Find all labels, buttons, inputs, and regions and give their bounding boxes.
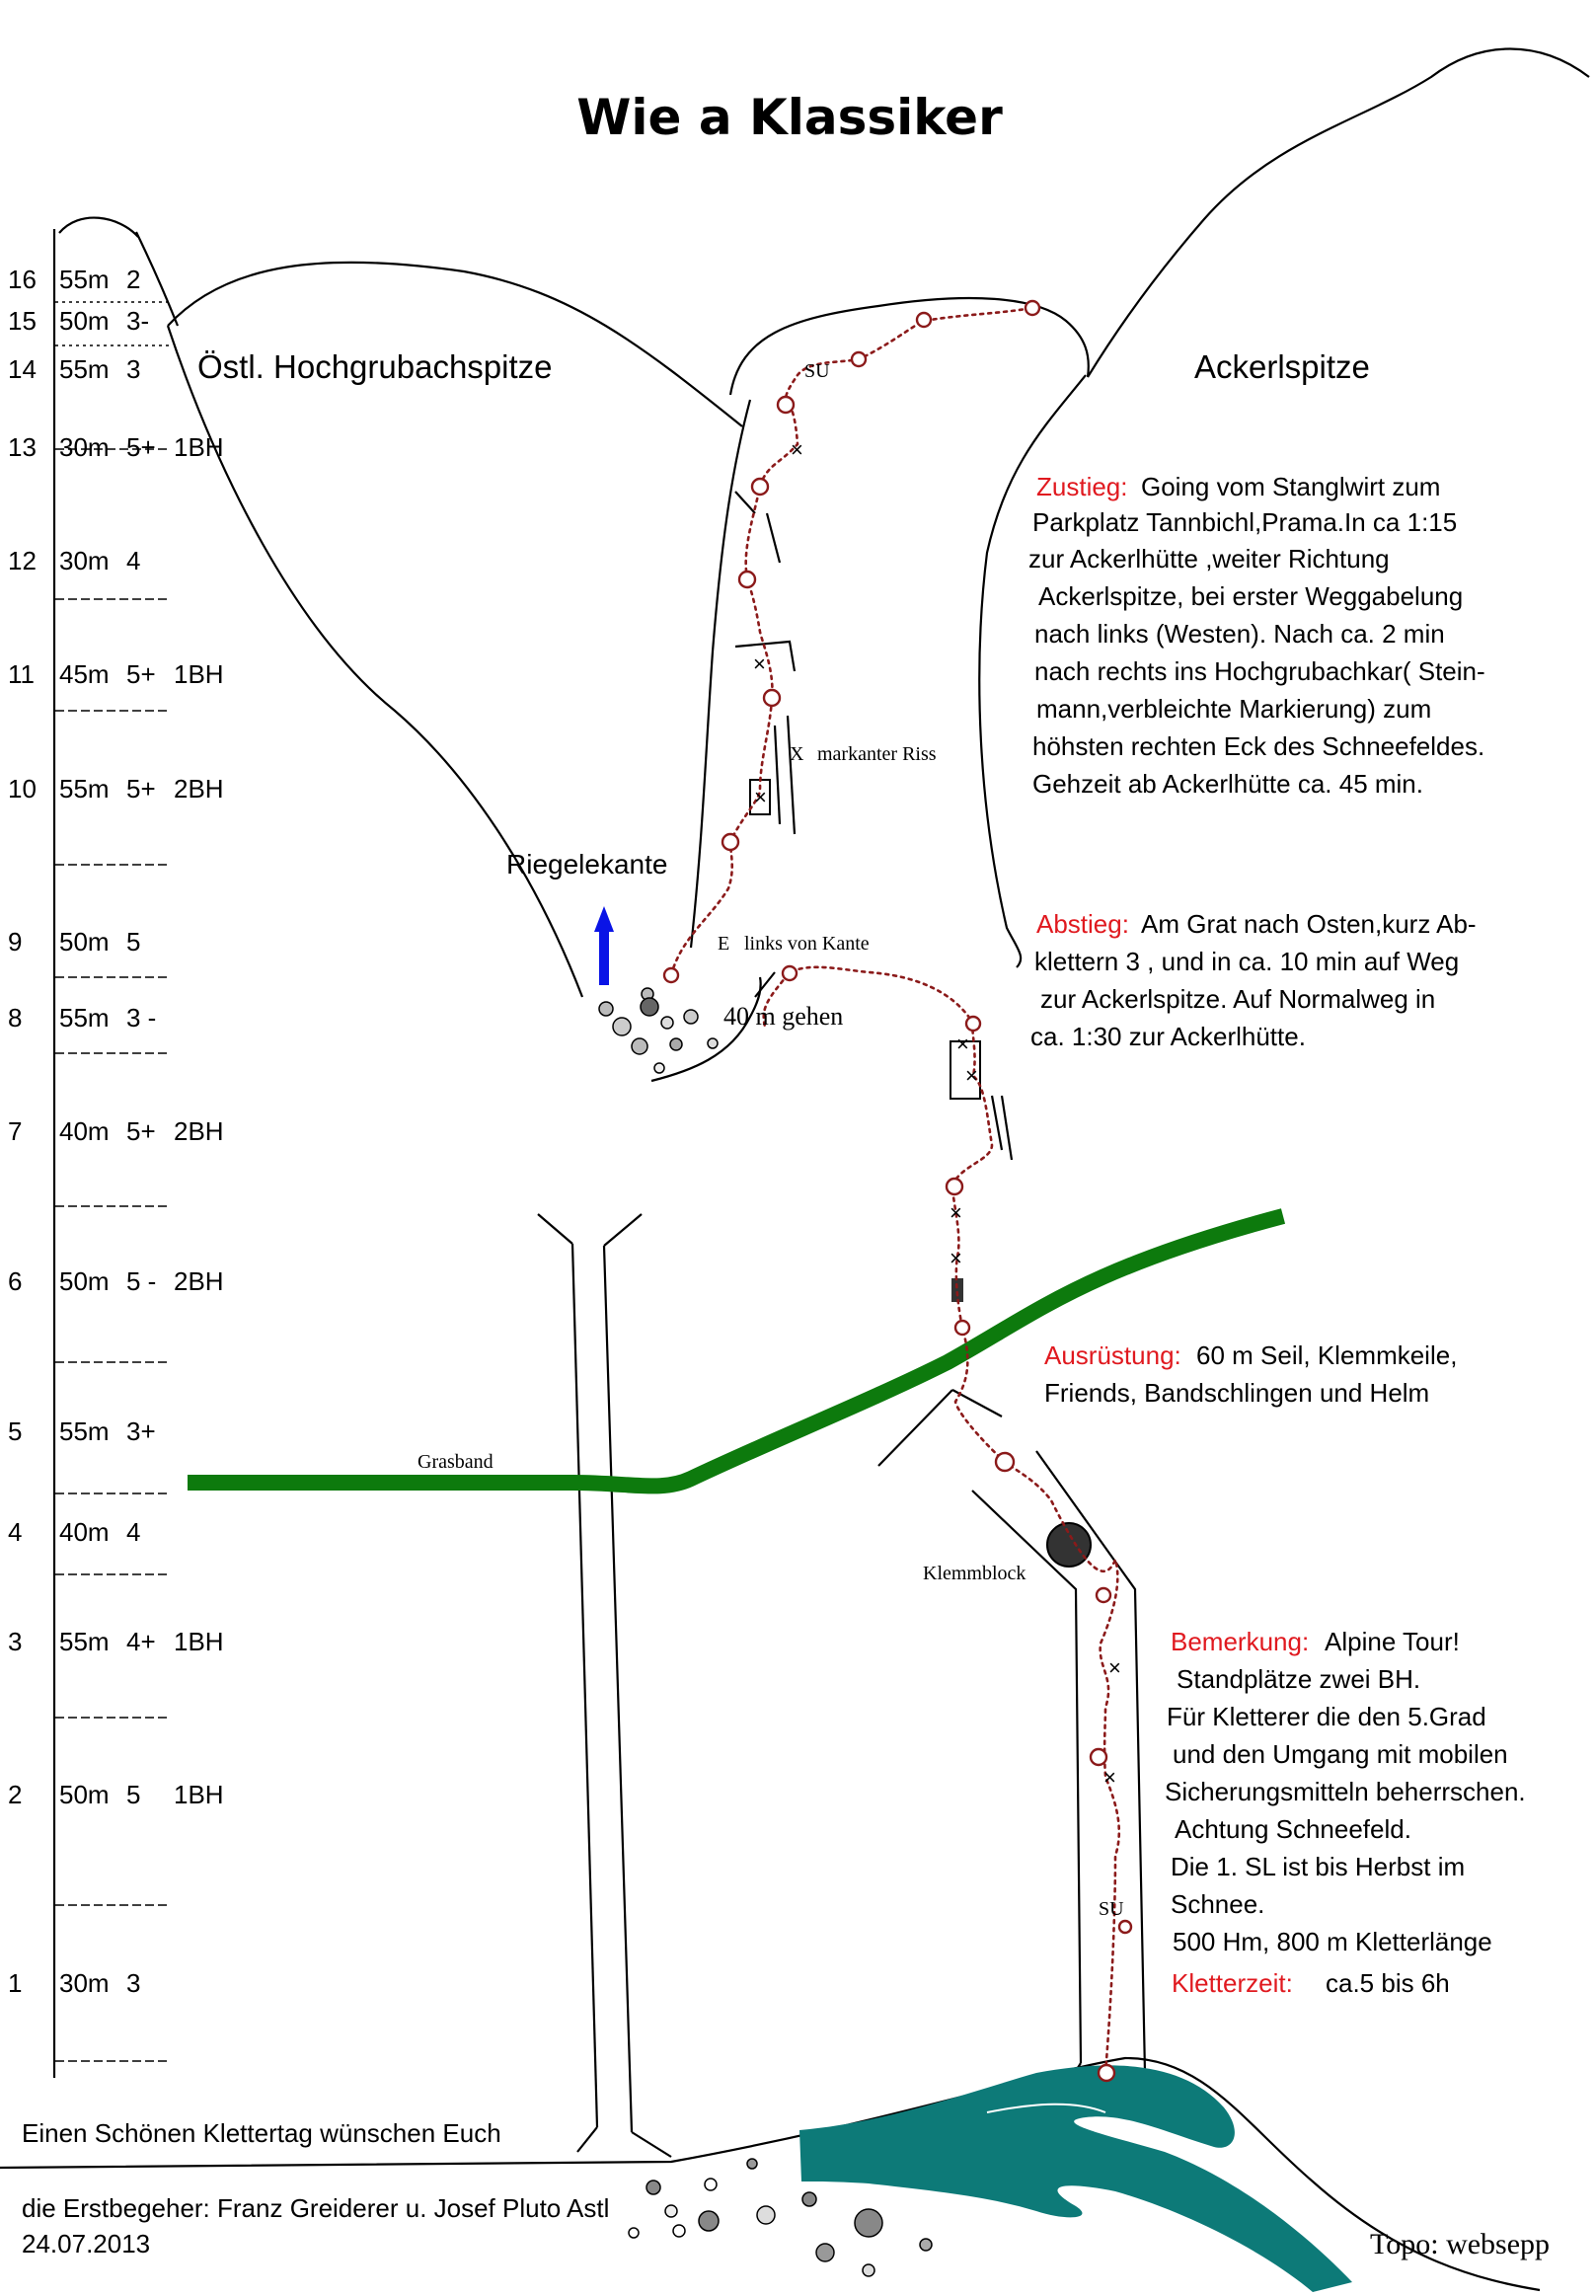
zustieg-line: nach rechts ins Hochgrubachkar( Stein- (1034, 656, 1485, 686)
pitch-grade: 5 - (126, 1266, 157, 1296)
pitch-bolts: 1BH (174, 1627, 224, 1656)
zustieg-heading: Zustieg: (1036, 472, 1128, 501)
pitch-number: 12 (8, 546, 37, 575)
label-riss-x: X (790, 743, 804, 765)
crack-7-a (992, 1096, 1002, 1150)
pitch-row (8, 265, 140, 294)
bemerkung-line: und den Umgang mit mobilen (1173, 1739, 1508, 1769)
kletterzeit-value: ca.5 bis 6h (1326, 1968, 1450, 1998)
pitch-grade: 3 - (126, 1003, 157, 1033)
pitch-row (8, 1517, 140, 1547)
bemerkung-line: Für Kletterer die den 5.Grad (1167, 1702, 1486, 1731)
pitch-grade: 3- (126, 306, 150, 336)
pitch-number: 4 (8, 1517, 23, 1547)
svg-text:×: × (753, 651, 766, 676)
footer-credit: Topo: websepp (1370, 2228, 1551, 2260)
ausruestung-line: Friends, Bandschlingen und Helm (1044, 1378, 1430, 1408)
pitch-length: 30m (59, 432, 110, 462)
pitch-length: 55m (59, 265, 110, 294)
svg-text:×: × (1108, 1655, 1121, 1680)
label-links-von-kante: links von Kante (744, 933, 870, 955)
zustieg-line: höhsten rechten Eck des Schneefeldes. (1032, 731, 1485, 761)
pitch-grade: 3+ (126, 1416, 156, 1446)
pitch-number: 10 (8, 774, 37, 804)
route-line (764, 967, 1119, 2073)
pitch-grade: 5+ (126, 432, 156, 462)
pitch-length: 40m (59, 1116, 110, 1146)
zustieg-line: Gehzeit ab Ackerlhütte ca. 45 min. (1032, 769, 1423, 799)
pitch-length: 55m (59, 1003, 110, 1033)
pitch-length: 55m (59, 1416, 110, 1446)
pitch-number: 3 (8, 1627, 23, 1656)
pitch-length: 50m (59, 927, 110, 957)
pitch-number: 13 (8, 432, 37, 462)
pitch-grade: 4+ (126, 1627, 156, 1656)
pitch-length: 50m (59, 1780, 110, 1809)
pitch-length: 30m (59, 1968, 110, 1998)
label-grasband: Grasband (418, 1451, 494, 1473)
svg-text:×: × (950, 1246, 962, 1270)
pitch-row (8, 1416, 156, 1446)
abstieg-line: ca. 1:30 zur Ackerlhütte. (1030, 1022, 1306, 1051)
pitch-grade: 5+ (126, 774, 156, 804)
pitch-grade: 3 (126, 1968, 141, 1998)
crack-10-b (788, 716, 795, 834)
abstieg-line: zur Ackerlspitze. Auf Normalweg in (1040, 984, 1436, 1014)
gully-left-upper-a (538, 1214, 572, 1244)
pitch-length: 45m (59, 659, 110, 689)
pitch-number: 7 (8, 1116, 23, 1146)
ausruestung-line: 60 m Seil, Klemmkeile, (1196, 1340, 1458, 1370)
bemerkung-line: 500 Hm, 800 m Kletterlänge (1173, 1927, 1492, 1956)
pitch-bolts: 1BH (174, 432, 224, 462)
boulders-upper (599, 988, 718, 1073)
pitch-bolts: 1BH (174, 659, 224, 689)
pitch-row (8, 1968, 140, 1998)
pitch-row (8, 927, 140, 957)
pitch-row (8, 306, 149, 336)
bemerkung-line: Schnee. (1171, 1889, 1265, 1919)
pitch-grade: 5 (126, 1780, 141, 1809)
pitch-row (8, 1116, 224, 1146)
zustieg-line: mann,verbleichte Markierung) zum (1036, 694, 1432, 724)
pitch-row (8, 1003, 156, 1033)
pitch-length: 55m (59, 1627, 110, 1656)
pitch-number: 14 (8, 354, 37, 384)
pitch-row (8, 659, 224, 689)
pitch-row (8, 774, 224, 804)
snowfield (799, 2065, 1352, 2292)
pitch-row (8, 1266, 224, 1296)
bolt-block-6 (951, 1278, 963, 1302)
bemerkung-line: Die 1. SL ist bis Herbst im (1171, 1852, 1466, 1881)
direction-arrow (594, 906, 614, 985)
bemerkung-line: Sicherungsmitteln beherrschen. (1165, 1777, 1526, 1806)
pitch-length: 30m (59, 546, 110, 575)
pitch-grade: 4 (126, 546, 141, 575)
klemmblock-stone (1047, 1523, 1091, 1567)
bemerkung-line: Achtung Schneefeld. (1175, 1814, 1411, 1844)
crack-7-b (1002, 1096, 1012, 1160)
pitch-row (8, 1627, 224, 1656)
right-mountain-outline (1088, 49, 1589, 378)
pitch-number: 11 (8, 659, 35, 689)
zustieg-line: Ackerlspitze, bei erster Weggabelung (1038, 581, 1464, 611)
bemerkung-line: Standplätze zwei BH. (1177, 1664, 1421, 1694)
left-mountain-outline (168, 263, 742, 426)
label-su-bottom: SU (1099, 1898, 1124, 1920)
left-peak-cap (59, 218, 138, 237)
pitch-number: 5 (8, 1416, 23, 1446)
footer-date: 24.07.2013 (22, 2229, 151, 2258)
pitch-bolts: 2BH (174, 1266, 224, 1296)
pitch-grade: 3 (126, 354, 141, 384)
kletterzeit-heading: Kletterzeit: (1172, 1968, 1293, 1998)
svg-text:×: × (965, 1063, 978, 1088)
pitch-length: 55m (59, 774, 110, 804)
pitch-number: 1 (8, 1968, 23, 1998)
peak-right-name: Ackerlspitze (1194, 348, 1370, 385)
label-e: E (718, 933, 730, 955)
pitch-length: 55m (59, 354, 110, 384)
zustieg-line: zur Ackerlhütte ,weiter Richtung (1028, 544, 1390, 574)
gully-left-line-a (572, 1244, 597, 2127)
label-markanter-riss: markanter Riss (817, 743, 937, 765)
pitch-grade: 2 (126, 265, 141, 294)
pitch-bolts: 2BH (174, 774, 224, 804)
pitch-number: 9 (8, 927, 23, 957)
pitch-grade: 5+ (126, 659, 156, 689)
label-gehen: 40 m gehen (723, 1002, 844, 1031)
bemerkung-line: Alpine Tour! (1325, 1627, 1460, 1656)
peak-left-name: Östl. Hochgrubachspitze (197, 348, 553, 385)
pitch-number: 2 (8, 1780, 23, 1809)
svg-text:×: × (754, 785, 767, 809)
zustieg-line: nach links (Westen). Nach ca. 2 min (1034, 619, 1445, 649)
ridge-left-edge (168, 326, 582, 997)
footer-wish: Einen Schönen Klettertag wünschen Euch (22, 2118, 501, 2148)
svg-text:×: × (956, 1032, 969, 1056)
pitch-row (8, 1780, 224, 1809)
footer-first-ascent: die Erstbegeher: Franz Greiderer u. Josef Pluto Astl (22, 2193, 610, 2223)
gully-left-lower-a (577, 2127, 597, 2152)
page-title: Wie a Klassiker (576, 89, 1003, 146)
pitch-row (8, 354, 140, 384)
abstieg-line: klettern 3 , und in ca. 10 min auf Weg (1034, 947, 1460, 976)
label-klemmblock: Klemmblock (923, 1563, 1026, 1584)
gully-left-line-b (604, 1246, 632, 2132)
gully-left-upper-b (604, 1214, 642, 1246)
pitch-number: 16 (8, 265, 37, 294)
svg-text:×: × (1103, 1765, 1116, 1790)
abstieg-heading: Abstieg: (1036, 909, 1129, 939)
ausruestung-heading: Ausrüstung: (1044, 1340, 1181, 1370)
svg-text:×: × (950, 1200, 962, 1225)
label-riegelekante: Riegelekante (506, 849, 668, 880)
pitch-grade: 5+ (126, 1116, 156, 1146)
chimney-upper-left (878, 1390, 952, 1466)
route-line-upper (671, 308, 1032, 975)
gully-left-lower-b (632, 2132, 671, 2157)
pitch-bolts: 1BH (174, 1780, 224, 1809)
crack-13-b (735, 492, 755, 513)
pitch-length: 50m (59, 306, 110, 336)
zustieg-line: Going vom Stanglwirt zum (1141, 472, 1441, 501)
label-su-top: SU (804, 360, 830, 382)
pitch-row (8, 432, 224, 462)
pitch-number: 8 (8, 1003, 23, 1033)
zustieg-line: Parkplatz Tannbichl,Prama.In ca 1:15 (1032, 507, 1458, 537)
pitch-length: 40m (59, 1517, 110, 1547)
pitch-row (8, 546, 140, 575)
pitch-grade: 5 (126, 927, 141, 957)
bemerkung-heading: Bemerkung: (1171, 1627, 1310, 1656)
abstieg-line: Am Grat nach Osten,kurz Ab- (1141, 909, 1477, 939)
pitch-length: 50m (59, 1266, 110, 1296)
svg-text:×: × (791, 437, 803, 462)
pitch-number: 15 (8, 306, 37, 336)
crack-13-a (767, 513, 780, 563)
pitch-table (8, 265, 224, 2061)
pitch-grade: 4 (126, 1517, 141, 1547)
crack-10-a (775, 726, 780, 824)
pitch-bolts: 2BH (174, 1116, 224, 1146)
pillar-left-edge (691, 400, 750, 948)
pitch-number: 6 (8, 1266, 23, 1296)
